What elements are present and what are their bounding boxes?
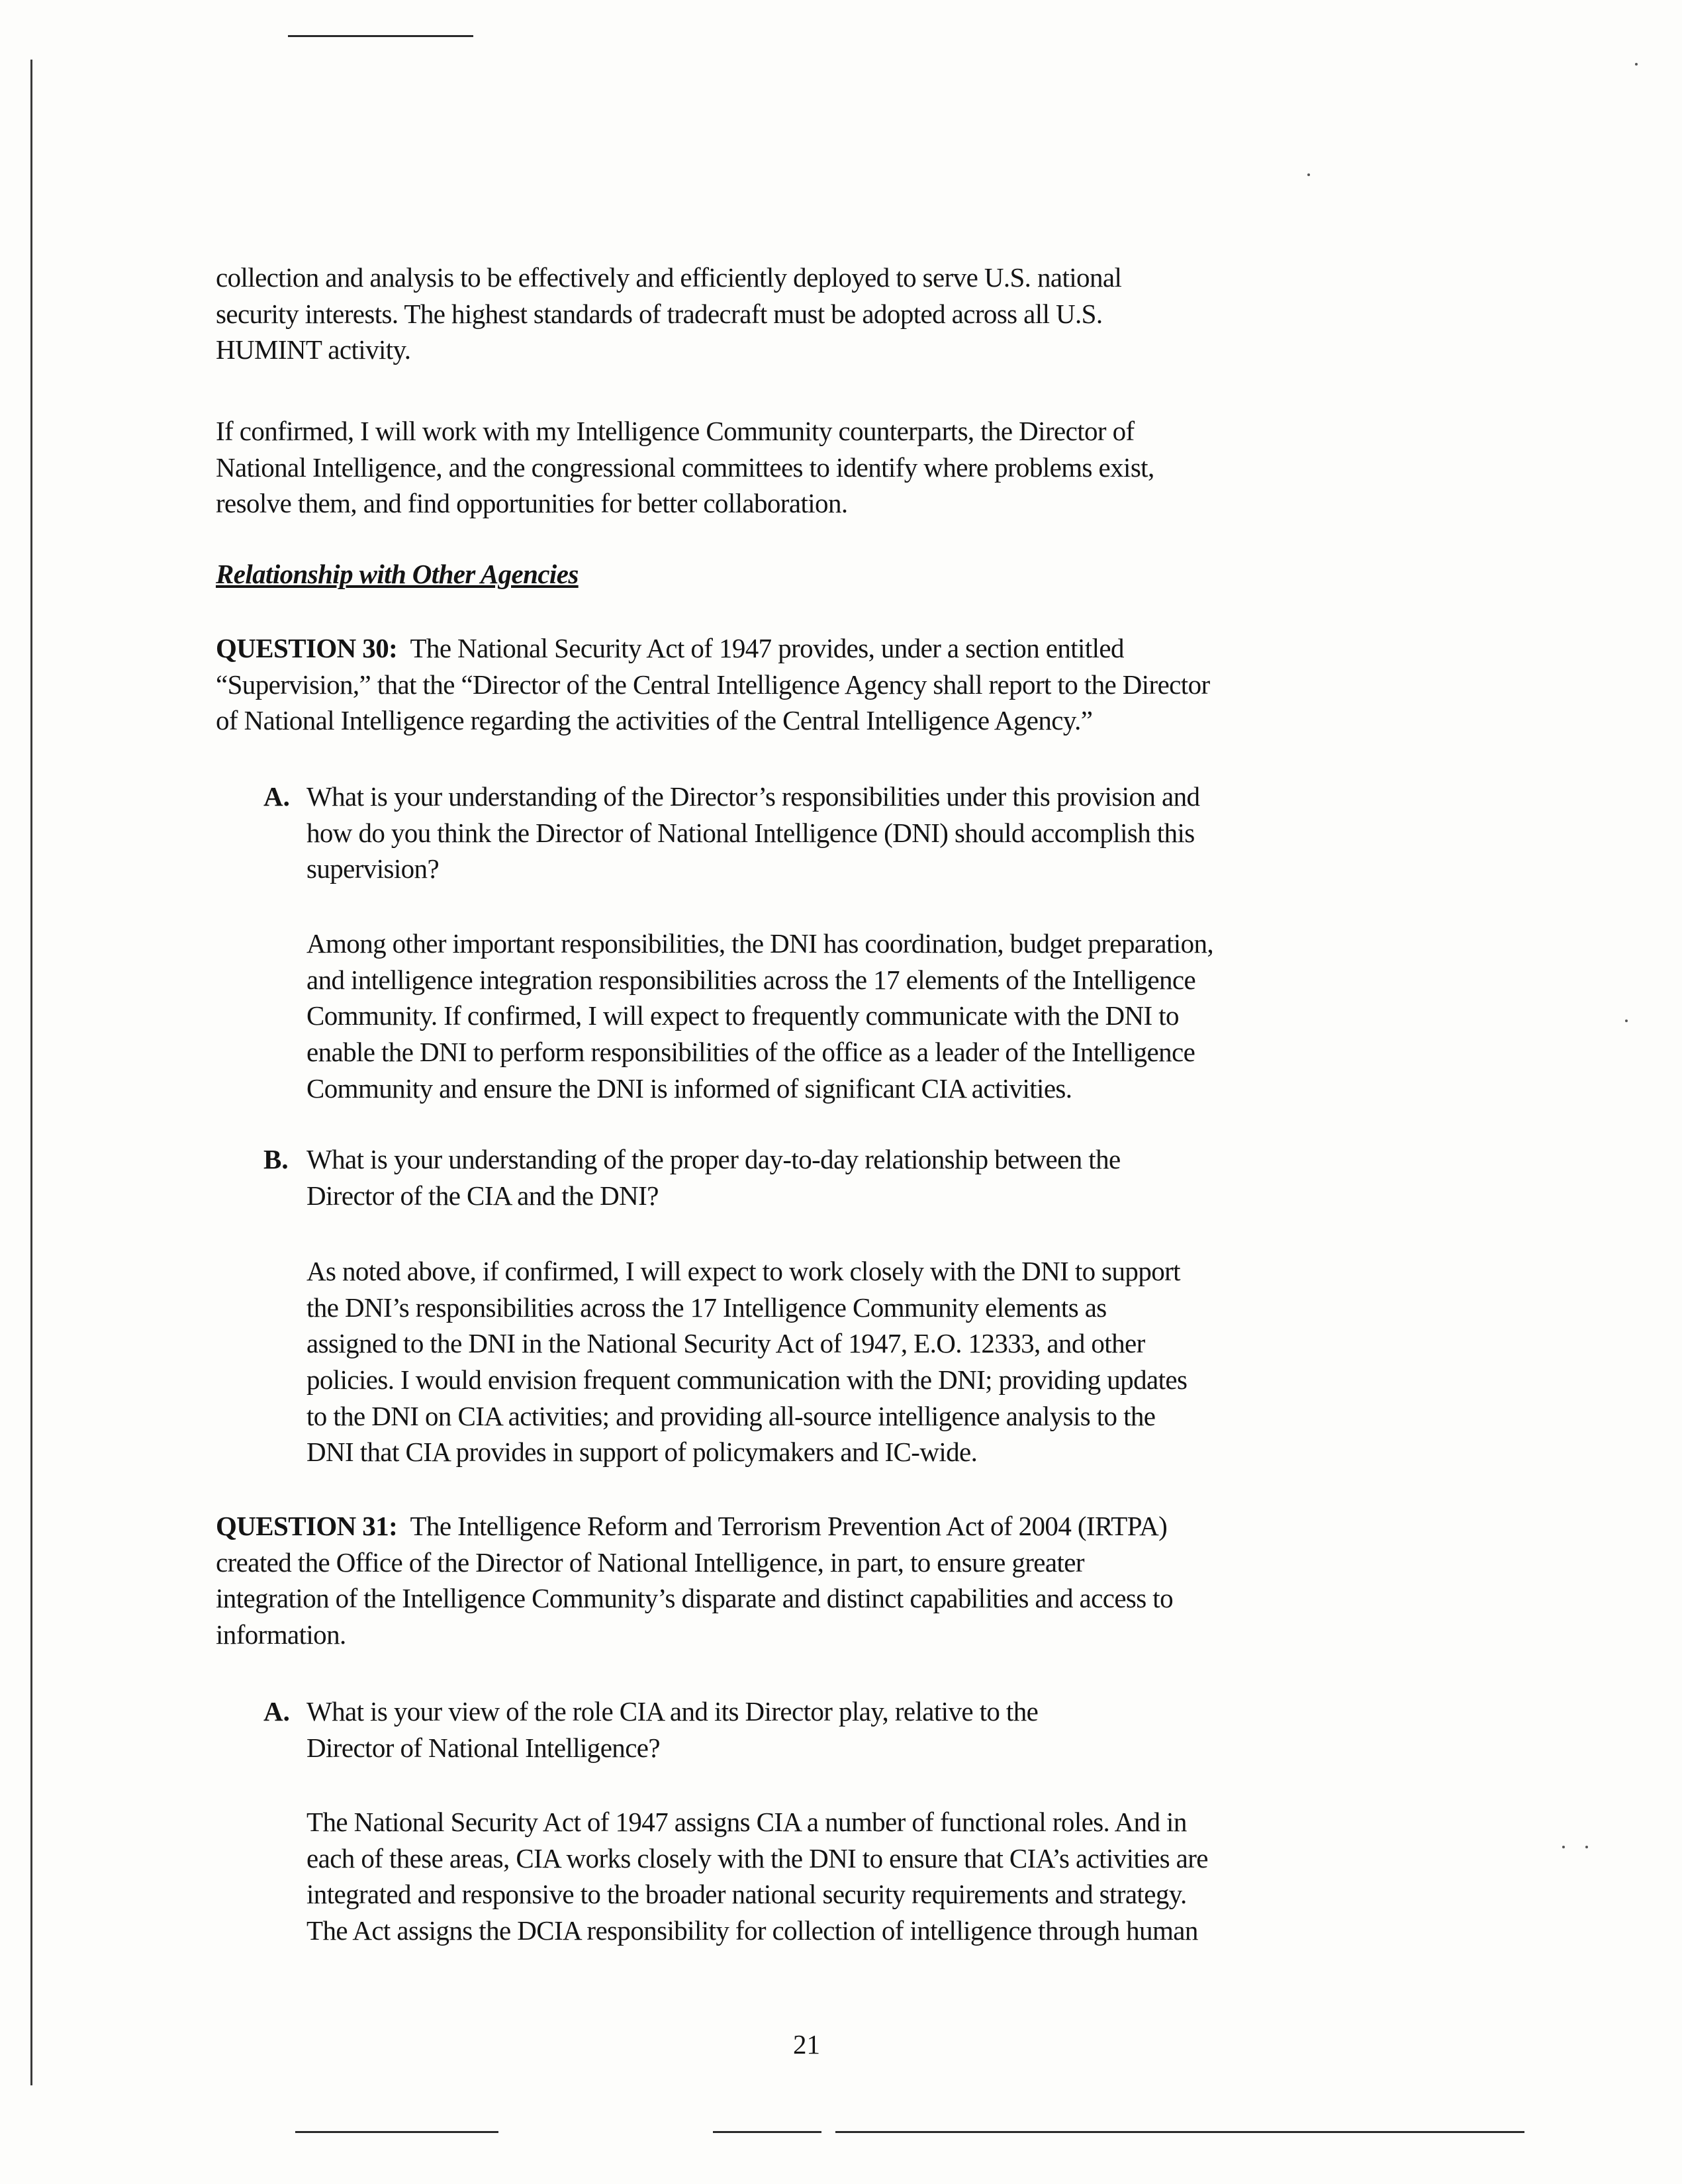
text-line: If confirmed, I will work with my Intelligence Community counterparts, the Director of [216, 416, 1135, 446]
q31-a-label: A. [263, 1696, 290, 1727]
q30-a-label: A. [263, 781, 290, 812]
text-line: As noted above, if confirmed, I will expect to work closely with the DNI to support [306, 1256, 1180, 1286]
q30-b-question [306, 1141, 1121, 1213]
continued-paragraph [216, 260, 1121, 368]
text-line: Community. If confirmed, I will expect to frequently communicate with the DNI to [306, 1000, 1179, 1031]
scan-speck [1585, 1846, 1588, 1848]
confirmed-paragraph [216, 413, 1154, 522]
text-line: Community and ensure the DNI is informed of significant CIA activities. [306, 1072, 1072, 1104]
text-line: security interests. The highest standards of tradecraft must be adopted across all U.S. [216, 298, 1103, 329]
text-line: collection and analysis to be effectively and efficiently deployed to serve U.S. national [216, 262, 1122, 293]
text-line: “Supervision,” that the “Director of the Central Intelligence Agency shall report to the Director [216, 669, 1210, 700]
q30-a-question [306, 779, 1199, 887]
text-line: integration of the Intelligence Community’s disparate and distinct capabilities and access to [216, 1583, 1173, 1614]
text-line: National Intelligence, and the congressional committees to identify where problems exist, [216, 451, 1154, 483]
text-line: The Act assigns the DCIA responsibility for collection of intelligence through human [306, 1915, 1198, 1946]
text-line: enable the DNI to perform responsibilities of the office as a leader of the Intelligence [306, 1037, 1195, 1068]
text-line: information. [216, 1619, 346, 1650]
question-label: QUESTION 30: [216, 633, 398, 663]
text-line: supervision? [306, 853, 440, 884]
text-line: Among other important responsibilities, the DNI has coordination, budget preparation, [306, 928, 1214, 959]
question-31 [216, 1508, 1173, 1653]
question-30 [216, 630, 1210, 739]
left-margin-rule [30, 60, 32, 2085]
scan-speck [1625, 1020, 1628, 1022]
footer-rule [713, 2131, 821, 2133]
text-line: The National Security Act of 1947 assigns CIA a number of functional roles. And in [306, 1807, 1187, 1837]
question-label: QUESTION 31: [216, 1511, 398, 1541]
text-line: how do you think the Director of National Intelligence (DNI) should accomplish this [306, 817, 1195, 848]
footer-rule [835, 2131, 1524, 2133]
text-line: What is your understanding of the proper day-to-day relationship between the [306, 1144, 1121, 1174]
text-line: The Intelligence Reform and Terrorism Prevention Act of 2004 (IRTPA) [410, 1511, 1168, 1541]
q30-b-answer [306, 1253, 1187, 1470]
scan-speck [1635, 63, 1638, 66]
footer-rule [295, 2131, 498, 2133]
text-line: each of these areas, CIA works closely with the DNI to ensure that CIA’s activities are [306, 1842, 1208, 1874]
text-line: of National Intelligence regarding the activities of the Central Intelligence Agency.” [216, 705, 1093, 736]
q31-a-question [306, 1693, 1038, 1766]
section-heading: Relationship with Other Agencies [216, 559, 579, 589]
text-line: integrated and responsive to the broader national security requirements and strategy. [306, 1879, 1187, 1910]
scan-speck [1307, 173, 1310, 176]
text-line: The National Security Act of 1947 provides, under a section entitled [410, 633, 1124, 663]
text-line: DNI that CIA provides in support of policymakers and IC-wide. [306, 1437, 978, 1468]
text-line: policies. I would envision frequent communication with the DNI; providing updates [306, 1364, 1188, 1396]
q30-b-label: B. [263, 1144, 289, 1174]
text-line: the DNI’s responsibilities across the 17 Intelligence Community elements as [306, 1292, 1107, 1323]
text-line: What is your view of the role CIA and its Director play, relative to the [306, 1696, 1039, 1727]
text-line: Director of the CIA and the DNI? [306, 1180, 659, 1211]
text-line: and intelligence integration responsibilities across the 17 elements of the Intelligence [306, 964, 1196, 995]
text-line: to the DNI on CIA activities; and providing all-source intelligence analysis to the [306, 1400, 1156, 1431]
text-line: HUMINT activity. [216, 334, 411, 365]
text-line: Director of National Intelligence? [306, 1732, 660, 1763]
text-line: assigned to the DNI in the National Security Act of 1947, E.O. 12333, and other [306, 1328, 1145, 1359]
q31-a-answer [306, 1804, 1208, 1949]
text-line: resolve them, and find opportunities for better collaboration. [216, 488, 848, 519]
page-number: 21 [793, 2029, 820, 2060]
text-line: created the Office of the Director of National Intelligence, in part, to ensure greater [216, 1546, 1084, 1578]
scan-speck [1562, 1846, 1565, 1848]
q30-a-answer [306, 926, 1213, 1106]
text-line: What is your understanding of the Director’s responsibilities under this provision and [306, 781, 1200, 812]
top-rule [288, 35, 473, 37]
